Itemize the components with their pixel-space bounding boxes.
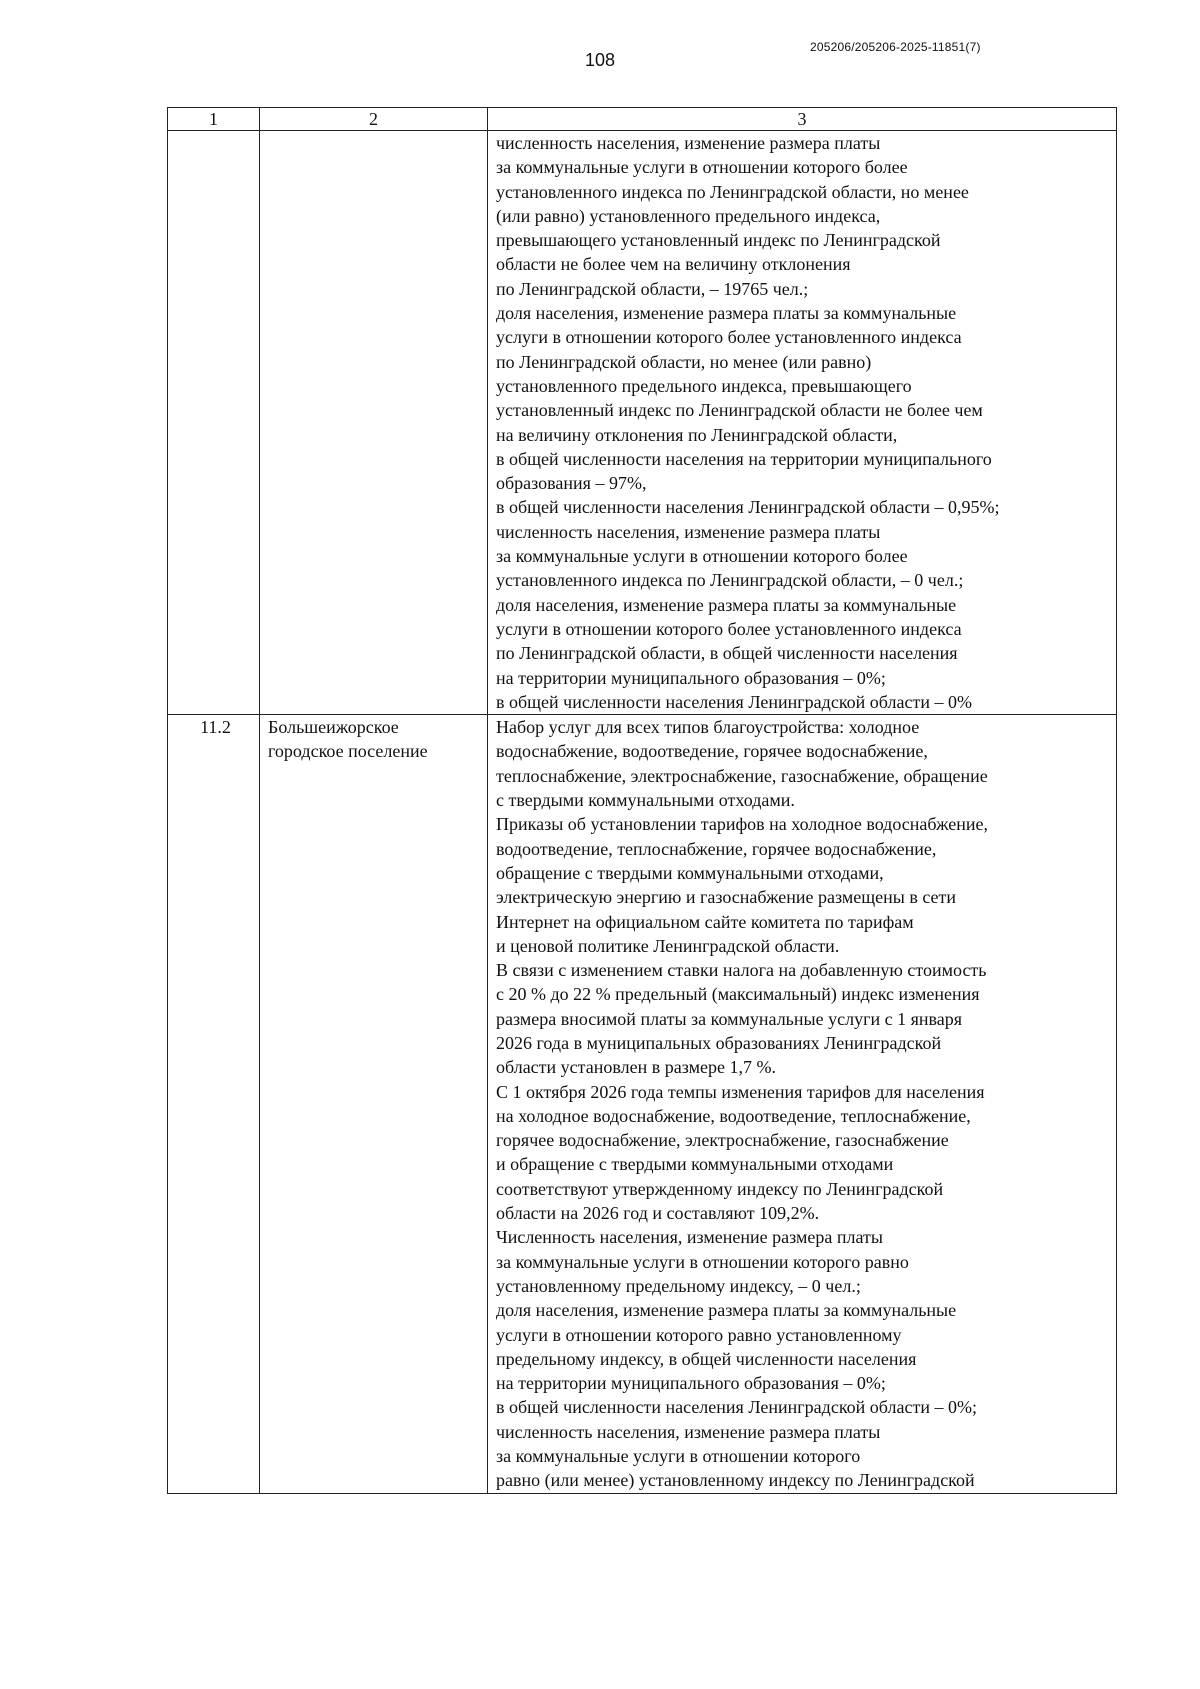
table-row	[168, 131, 1117, 715]
description-line: водоснабжение, водоотведение, горячее водоснабжение,	[496, 741, 928, 762]
description-line: за коммунальные услуги в отношении которого более	[496, 546, 908, 567]
description-line: установленного индекса по Ленинградской области, но менее	[496, 181, 969, 202]
description-line: по Ленинградской области, но менее (или равно)	[496, 351, 872, 372]
description-line: доля населения, изменение размера платы за коммунальные	[496, 303, 957, 324]
description-line: размера вносимой платы за коммунальные услуги с 1 января	[496, 1008, 963, 1029]
description-line: установленный индекс по Ленинградской области не более чем	[496, 400, 983, 421]
table-header-row	[168, 108, 1117, 131]
description-line: услуги в отношении которого более установленного индекса	[496, 618, 962, 639]
description-line: водоотведение, теплоснабжение, горячее водоснабжение,	[496, 838, 937, 859]
description-line: области установлен в размере 1,7 %.	[496, 1057, 776, 1078]
description-line: электрическую энергию и газоснабжение размещены в сети	[496, 887, 957, 908]
description-line: с 20 % до 22 % предельный (максимальный) индекс изменения	[496, 984, 980, 1005]
description-line: в общей численности населения Ленинградской области – 0%	[496, 691, 972, 712]
description-line: с твердыми коммунальными отходами.	[496, 790, 795, 811]
description-line: теплоснабжение, электроснабжение, газоснабжение, обращение	[496, 765, 988, 786]
description-line: обращение с твердыми коммунальными отходами,	[496, 862, 884, 883]
document-code: 205206/205206-2025-11851(7)	[810, 40, 981, 54]
description-line: за коммунальные услуги в отношении которого равно	[496, 1251, 909, 1272]
description-line: численность населения, изменение размера платы	[496, 521, 881, 542]
description-line: на территории муниципального образования – 0%;	[496, 1373, 886, 1394]
row-number: 11.2	[168, 715, 260, 1494]
description-line: области не более чем на величину отклонения	[496, 254, 851, 275]
description-line: образования – 97%,	[496, 473, 647, 494]
description-line: С 1 октября 2026 года темпы изменения тарифов для населения	[496, 1081, 985, 1102]
description-line: В связи с изменением ставки налога на добавленную стоимость	[496, 960, 987, 981]
description-line: Приказы об установлении тарифов на холодное водоснабжение,	[496, 814, 989, 835]
row-description	[488, 131, 1117, 715]
description-line: соответствуют утвержденному индексу по Ленинградской	[496, 1178, 944, 1199]
description-line: услуги в отношении которого равно установленному	[496, 1324, 902, 1345]
description-line: по Ленинградской области, в общей численности населения	[496, 643, 958, 664]
description-line: по Ленинградской области, – 19765 чел.;	[496, 278, 809, 299]
description-line: на холодное водоснабжение, водоотведение, теплоснабжение,	[496, 1105, 971, 1126]
header-col-1: 1	[168, 108, 260, 131]
row-municipality	[260, 715, 488, 1494]
description-line: превышающего установленный индекс по Ленинградской	[496, 230, 941, 251]
description-line: установленного предельного индекса, превышающего	[496, 375, 912, 396]
description-line: Численность населения, изменение размера платы	[496, 1227, 883, 1248]
main-table	[167, 107, 1117, 1494]
description-line: в общей численности населения Ленинградской области – 0%;	[496, 1397, 977, 1418]
municipality-name-line: городское поселение	[268, 741, 428, 762]
header-col-3: 3	[488, 108, 1117, 131]
description-line: и обращение с твердыми коммунальными отходами	[496, 1154, 894, 1175]
description-line: 2026 года в муниципальных образованиях Ленинградской	[496, 1032, 942, 1053]
description-line: численность населения, изменение размера платы	[496, 1421, 881, 1442]
description-line: доля населения, изменение размера платы за коммунальные	[496, 594, 957, 615]
description-line: Интернет на официальном сайте комитета по тарифам	[496, 911, 914, 932]
description-line: предельному индексу, в общей численности населения	[496, 1348, 917, 1369]
description-line: и ценовой политике Ленинградской области.	[496, 935, 840, 956]
description-line: (или равно) установленного предельного индекса,	[496, 205, 881, 226]
description-line: области на 2026 год и составляют 109,2%.	[496, 1203, 820, 1224]
description-line: за коммунальные услуги в отношении которого	[496, 1446, 861, 1467]
description-line: установленного индекса по Ленинградской области, – 0 чел.;	[496, 570, 964, 591]
row-description	[488, 715, 1117, 1494]
municipality-name-line: Большеижорское	[268, 717, 399, 738]
description-line: в общей численности населения на территории муниципального	[496, 448, 992, 469]
description-line: Набор услуг для всех типов благоустройства: холодное	[496, 717, 920, 738]
description-line: горячее водоснабжение, электроснабжение, газоснабжение	[496, 1130, 949, 1151]
description-line: равно (или менее) установленному индексу по Ленинградской	[496, 1470, 975, 1491]
description-line: установленному предельному индексу, – 0 чел.;	[496, 1275, 861, 1296]
header-col-2: 2	[260, 108, 488, 131]
description-line: доля населения, изменение размера платы за коммунальные	[496, 1300, 957, 1321]
description-line: на величину отклонения по Ленинградской области,	[496, 424, 898, 445]
description-line: в общей численности населения Ленинградской области – 0,95%;	[496, 497, 1000, 518]
row-number	[168, 131, 260, 715]
page-number: 108	[584, 50, 616, 70]
row-municipality	[260, 131, 488, 715]
description-line: на территории муниципального образования – 0%;	[496, 667, 886, 688]
description-line: за коммунальные услуги в отношении которого более	[496, 157, 908, 178]
description-line: численность населения, изменение размера платы	[496, 133, 881, 153]
description-line: услуги в отношении которого более установленного индекса	[496, 327, 962, 348]
table-row	[168, 715, 1117, 1494]
